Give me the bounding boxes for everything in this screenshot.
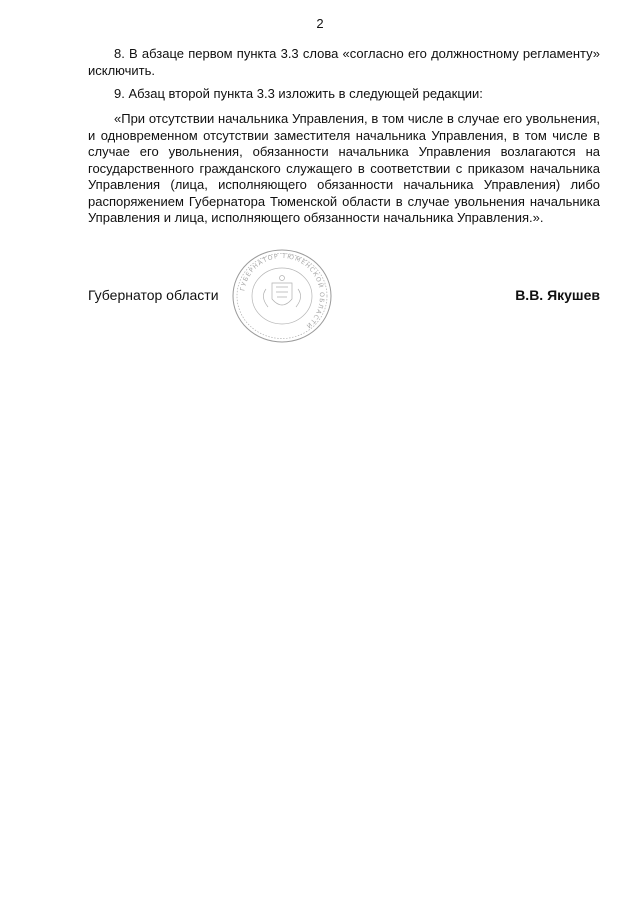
signatory-title: Губернатор области [88, 287, 219, 303]
signatory-name: В.В. Якушев [515, 287, 600, 303]
quoted-paragraph: «При отсутствии начальника Управления, в том числе в случае его увольнения, и одновременном отсутствии заместителя начальника Управления, в том числе в случае его увольнения, обязанности начальника Управления возлагаются на государственного гражданского служащего в соответствии с приказом начальника Управления (лица, исполняющего обязанности начальника Управления) либо распоряжением Губернатора Тюменской области в случае увольнения начальника Управления и лица, исполняющего обязанности начальника Управления.». [88, 111, 600, 225]
signature-block [88, 287, 600, 309]
seal-text: ГУБЕРНАТОР ТЮМЕНСКОЙ ОБЛАСТИ [239, 252, 326, 330]
paragraph-item-9: 9. Абзац второй пункта 3.3 изложить в следующей редакции: [114, 86, 483, 101]
page-number: 2 [316, 16, 324, 31]
paragraph-item-8: 8. В абзаце первом пункта 3.3 слова «согласно его должностному регламенту» исключить. [88, 46, 600, 78]
